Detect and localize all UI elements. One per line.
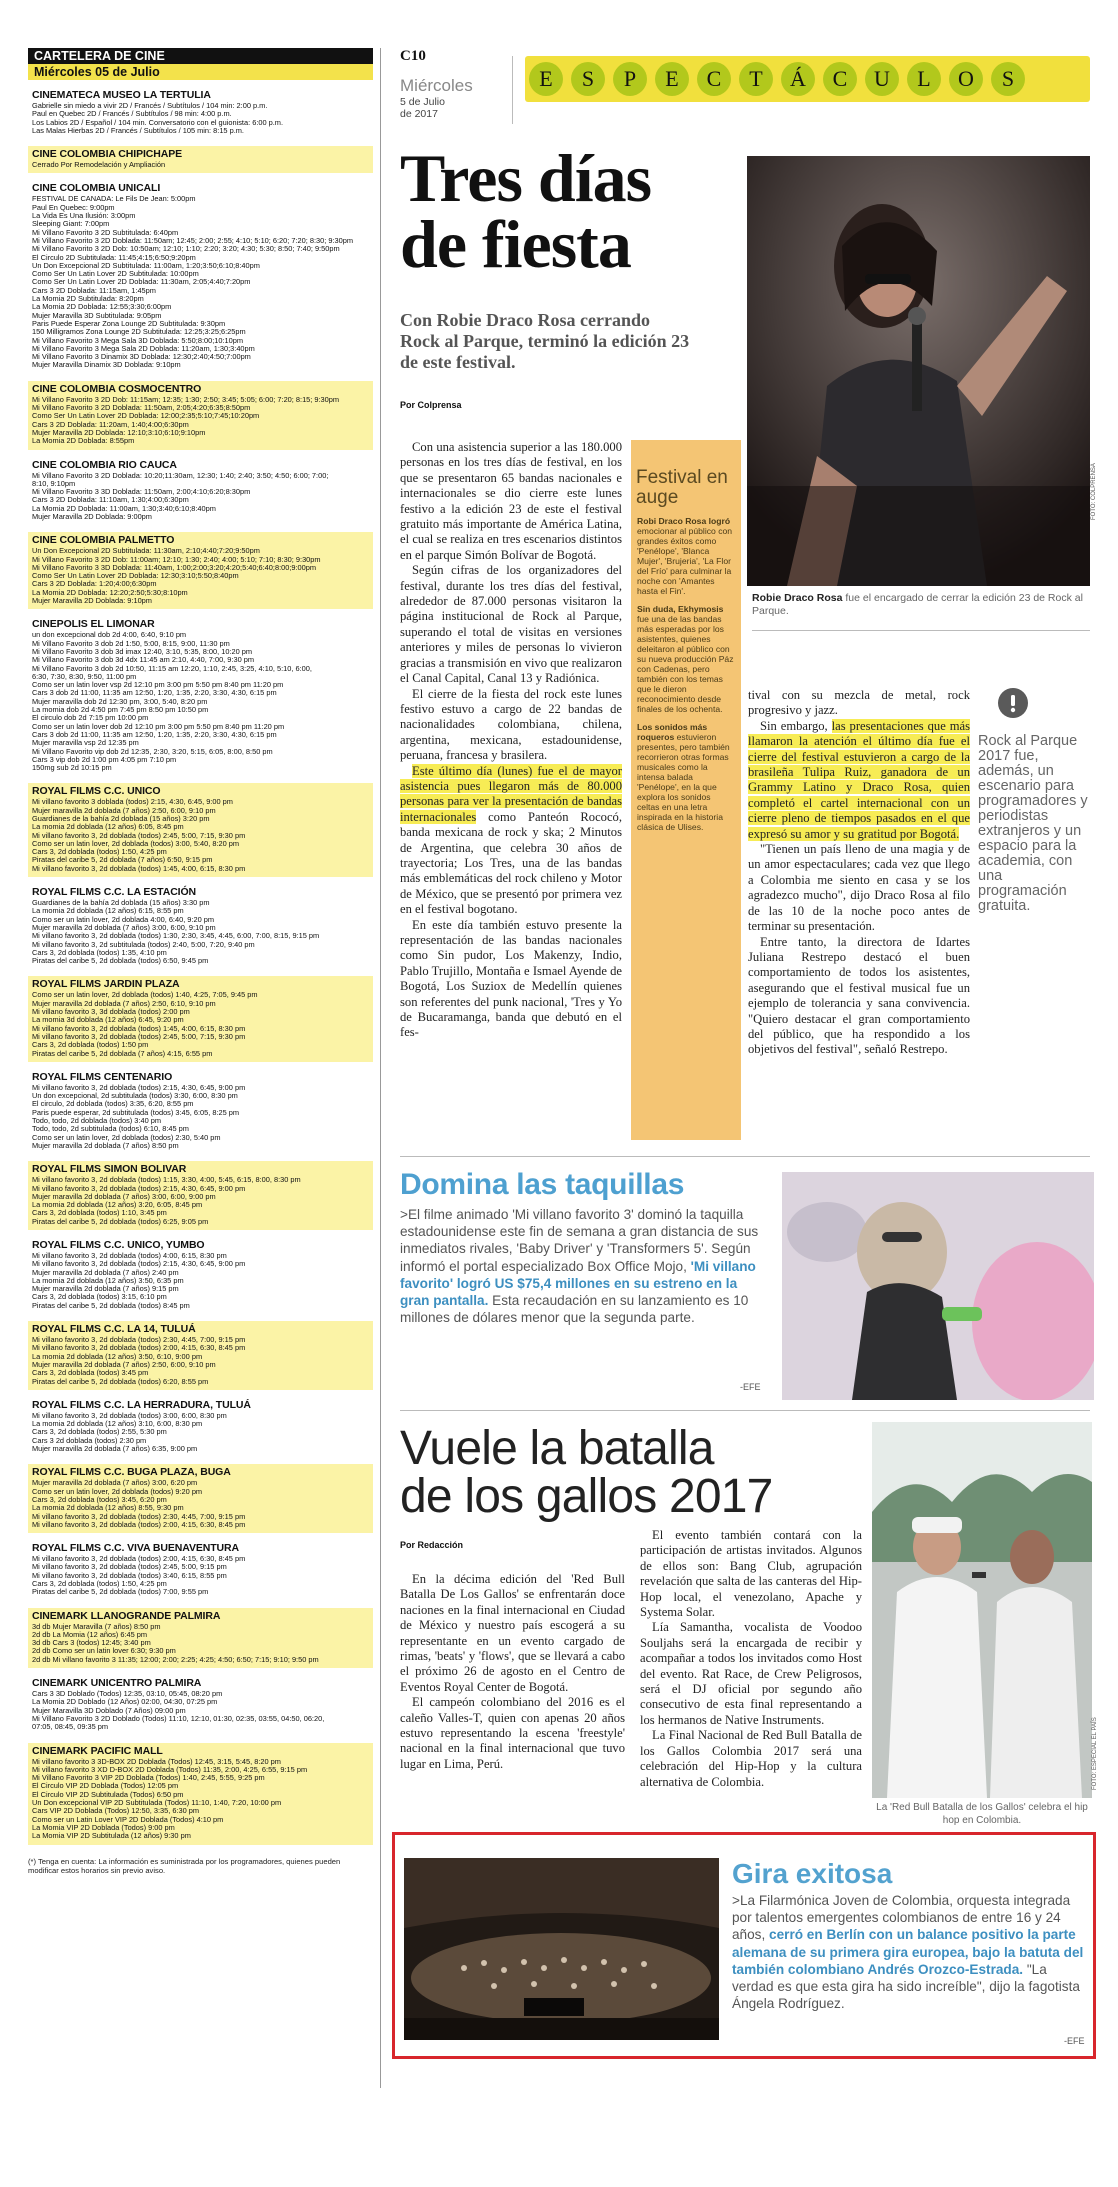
cinema-name: ROYAL FILMS C.C. VIVA BUENAVENTURA — [32, 1542, 240, 1555]
showtime-line: Piratas del caribe 5, 2d doblada (7 años) 4:15, 6:55 pm — [32, 1049, 213, 1058]
showtime-line: Mi Villano Favorito 3 dob 2d 1:50, 5:00, 8:15, 9:00, 11:30 pm — [32, 639, 230, 648]
showtime-line: Mujer maravilla 2d doblada (7 años) 2:50, 6:00, 9:10 pm — [32, 1360, 216, 1369]
showtime-line: Piratas del caribe 5, 2d doblada (7 años) 6:50, 9:15 pm — [32, 856, 213, 865]
showtime-line: La Momia 2D Subtitulada: 8:20pm — [32, 295, 144, 304]
showtime-line: Mi villano favorito 3, 2d doblada (todos) 3:00, 6:00, 8:30 pm — [32, 1411, 227, 1420]
showtime-line: Cerrado Por Remodelación y Ampliación — [32, 161, 166, 170]
showtime-line: Mujer maravilla 2d doblada (7 años) 2:50, 6:00, 9:10 pm — [32, 806, 216, 815]
showtime-line: Piratas del caribe 5, 2d doblada (todos) 7:00, 9:55 pm — [32, 1588, 209, 1597]
showtime-line: Paul en Quebec 2D / Francés / Subtítulos / 98 min: 4:00 p.m. — [32, 110, 232, 119]
showtime-line: El Circulo VIP 2D Subtitulada (Todos) 6:50 pm — [32, 1790, 184, 1799]
showtime-line: 3d db Cars 3 (todos) 12:45; 3:40 pm — [32, 1639, 151, 1648]
caption-rule — [752, 630, 1090, 631]
showtime-line: Como ser un latin lover, 2d doblada (todos) 9:20 pm — [32, 1487, 203, 1496]
showtime-line: FESTIVAL DE CANADA: Le Fils De Jean: 5:00pm — [32, 195, 196, 204]
section-letter: T — [739, 62, 773, 96]
showtime-line: Cars 3 dob 2d 11:00, 11:35 am 12:50, 1:20, 1:35, 2:20, 3:30, 4:30, 6:15 pm — [32, 689, 277, 698]
cinema-block — [28, 87, 373, 139]
showtime-line: La Momia 2D Doblada: 11:00am, 1:30;3:40;6:10;8:40pm — [32, 504, 216, 513]
festival-sidebar: Festival en auge Robi Draco Rosa logró emocionar al público con grandes éxitos como 'Penélope', 'Blanca Mujer', 'Brujeria', 'La Flor del Frío' para culminar la noche con 'Amantes hasta el Fin'. Sin duda, Ekhymosis fue una de las bandas más esperadas por los asistentes, quienes deleitaron al público con su nueva producción Páz con Cadenas, pero también con los temas que le dieron reconocimiento desde finales de los ochenta. Los sonidos más roqueros estuvieron presentes, pero también recorrieron otras formas musicales como la intensa balada 'Penélope', en la que explora los sonidos celtas en una letra inspirada en la historia clásica de Ulises. — [631, 440, 741, 1140]
cinema-name: ROYAL FILMS SIMON BOLIVAR — [32, 1163, 187, 1176]
showtime-line: Cars 3 2D Doblada: 11:20am, 1:40;4:00;6:30pm — [32, 420, 189, 429]
showtime-line: Mi villano favorito 3, 2d doblada (todos) 4:00, 6:15, 8:30 pm — [32, 1251, 227, 1260]
showtime-line: La momia dob 2d 4:50 pm 7:45 pm 8:50 pm 10:50 pm — [32, 706, 209, 715]
showtime-line: 2d db Mi villano favorito 3 11:35; 12:00; 2:00; 2:25; 4:25; 4:50; 6:50; 7:15; 9:10; 9:50 pm — [32, 1655, 319, 1664]
cinema-block — [28, 146, 373, 173]
showtime-line: Como ser un latin lover vsp 2d 12:10 pm 3:00 pm 5:50 pm 8:40 pm 11:20 pm — [32, 681, 284, 690]
article1-col3: tival con su mezcla de metal, rock progresivo y jazz. Sin embargo, las presentaciones que más llamaron la atención el último día fue el cierre del festival estuvieron a cargo de la brasileña Tulipa Ruiz, ganadora de un Grammy Latino y Draco Rosa, quien completó el cartel internacional con un cierre pleno de tiempos pasados en el que expresó su amor y su gratitud por Bogotá. "Tienen un país lleno de una magia y de un amor espectaculares; cada vez que llego a Colombia me siento en casa y se los agradezco mucho", dijo Draco Rosa al filo de las 10 de la noche poco antes de terminar su presentación. Entre tanto, la directora de Idartes Juliana Restrepo destacó el buen comportamiento de todos los asistentes, asegurando que el festival musical fue un ejemplo de tolerancia y sana convivencia. "Quiero destacar el gran comportamiento del público, que ha respondido a los objetivos del festival", señaló Restrepo. — [748, 688, 971, 1057]
showtime-line: Guardianes de la bahía 2d doblada (15 años) 3:30 pm — [32, 899, 210, 908]
cinema-name: CINE COLOMBIA RIO CAUCA — [32, 458, 177, 471]
showtime-line: La momia 3d doblada (12 años) 6:45, 9:20 pm — [32, 1016, 184, 1025]
pull-quote: Rock al Parque 2017 fue, además, un escenario para programadores y periodistas extranjeros y un espacio para la academia, con una programación gratuita. — [978, 733, 1088, 914]
showtime-line: 07:05, 08:45, 09:35 pm — [32, 1723, 109, 1732]
cinema-name: ROYAL FILMS CENTENARIO — [32, 1070, 173, 1083]
showtime-line: Cars 3, 2d doblada (todos) 1:50 pm — [32, 1041, 149, 1050]
showtime-line: Mujer Maravilla 2D Doblada: 9:00pm — [32, 512, 152, 521]
draco-rosa-photo — [747, 156, 1090, 586]
showtime-line: Mi Villano Favorito 3 2D Dob: 10:50am; 12:10; 1:10; 2:20; 3:20; 4:30; 5:30; 8:50; 7:40; 9:50pm — [32, 245, 340, 254]
section-letter: Á — [781, 62, 815, 96]
showtime-line: Mi Villano Favorito 3 Mega Sala 2D Doblada: 11:20am, 1:30;3:40pm — [32, 344, 255, 353]
showtime-line: Gabrielle sin miedo a vivir 2D / Francés / Subtítulos / 104 min: 2:00 p.m. — [32, 102, 268, 110]
cinema-block — [28, 1743, 373, 1845]
showtime-line: La Momia 2D Doblado (12 Años) 02:00, 04:30, 07:25 pm — [32, 1698, 218, 1707]
article4-text: >La Filarmónica Joven de Colombia, orquesta integrada por talentos emergentes colombianos de entre 16 y 24 años, cerró en Berlín con un balance positivo la parte alemana de su primera gira europea, bajo la batuta del también colombiano Andrés Orozco-Estrada. "La verdad es que esta gira ha sido increíble", dijo la fagotista Ángela Rodríguez. — [732, 1893, 1084, 2012]
showtime-line: Mi Villano Favorito vip dob 2d 12:35, 2:30, 3:20, 5:15, 6:05, 8:00, 8:50 pm — [32, 747, 273, 756]
article4-source: -EFE — [1064, 2036, 1085, 2046]
showtime-line: Un Don excepcional VIP 2D Subtitulada (Todos) 11:10, 1:40, 7:20, 10:00 pm — [32, 1799, 282, 1808]
showtime-line: Cars 3, 2d doblada (todos) 1:50, 4:25 pm — [32, 848, 167, 857]
header-date: 5 de Julio — [400, 96, 445, 108]
photo1-credit: FOTO: COLPRENSA — [1091, 463, 1097, 520]
showtime-line: La momia 2d doblada (12 años) 3:10, 6:00, 8:30 pm — [32, 1420, 203, 1429]
section-rule — [400, 1156, 1090, 1157]
showtime-line: Mi villano favorito 3 3D-BOX 2D Doblada (Todos) 12:45, 3:15, 5:45, 8:20 pm — [32, 1757, 281, 1766]
showtime-line: Cars 3, 2d doblada (todos) 1:35, 4:10 pm — [32, 948, 167, 957]
section-letter: O — [949, 62, 983, 96]
cinema-block — [28, 1464, 373, 1533]
cartelera-column — [28, 48, 373, 2088]
showtime-line: Mujer Maravilla 2D Doblada: 9:10pm — [32, 597, 152, 606]
photo3-credit: FOTO: ESPECIAL EL PAÍS — [1092, 1717, 1098, 1790]
showtime-line: Cars 3 2D Doblada: 11:10am, 1:30;4:00;6:30pm — [32, 496, 189, 505]
cinema-block — [28, 1675, 373, 1735]
column-divider — [380, 48, 381, 2088]
showtime-line: Los Labios 2D / Español / 104 min. Conversatorio con el guionista: 6:00 p.m. — [32, 118, 284, 127]
showtime-line: un don excepcional dob 2d 4:00, 6:40, 9:10 pm — [32, 631, 187, 640]
showtime-line: Mi villano favorito 3, 2d doblada (todos) 2:45, 5:00, 9:15 pm — [32, 1563, 227, 1572]
showtime-line: 150mg sub 2d 10:15 pm — [32, 764, 112, 773]
showtime-line: Mi Villano Favorito 3 2D Subtitulada: 6:40pm — [32, 228, 179, 237]
showtime-line: La Momia VIP 2D Subtitulada (12 años) 9:30 pm — [32, 1832, 191, 1841]
showtime-line: Guardianes de la bahía 2d doblada (15 años) 3:20 pm — [32, 815, 210, 823]
cinema-name: ROYAL FILMS C.C. LA 14, TULUÁ — [32, 1323, 196, 1336]
showtime-line: Mi villano favorito 3, 2d doblada (todos) 2:45, 5:00, 7:15, 9:30 pm — [32, 831, 246, 840]
article2-headline: Domina las taquillas — [400, 1168, 685, 1201]
cinema-block — [28, 532, 373, 609]
showtime-line: Mi villano favorito 3, 2d doblada (todos) 3:40, 6:15, 8:55 pm — [32, 1571, 227, 1580]
showtime-line: La Momia 2D Doblada: 12:55;3:30;6:00pm — [32, 303, 172, 312]
section-letter: E — [529, 62, 563, 96]
orchestra-photo — [404, 1858, 719, 2040]
cinema-name: ROYAL FILMS JARDIN PLAZA — [32, 978, 180, 991]
showtime-line: Un Don Excepcional 2D Subtitulada: 11:00am, 1:20;3:50;6:10;8:40pm — [32, 261, 260, 270]
showtime-line: Como ser un latin lover dob 2d 12:10 pm 3:00 pm 5:50 pm 8:40 pm 11:20 pm — [32, 722, 285, 731]
showtime-line: Mi villano favorito 3, 3d doblada (todos) 2:00 pm — [32, 1008, 190, 1017]
showtime-line: 2d db La Momia (12 años) 6:45 pm — [32, 1630, 148, 1639]
showtime-line: Piratas del caribe 5, 2d doblada (todos) 6:25, 9:05 pm — [32, 1217, 209, 1226]
showtime-line: 3d db Mujer Maravilla (7 años) 8:50 pm — [32, 1622, 161, 1631]
showtime-line: Paris puede esperar, 2d subtitulada (todos) 3:45, 6:05, 8:25 pm — [32, 1108, 240, 1117]
showtime-line: Mujer maravilla 2d doblada (7 años) 6:35, 9:00 pm — [32, 1445, 198, 1454]
showtime-line: Mi villano favorito 3, 2d doblada (todos) 1:45, 4:00, 6:15, 8:30 pm — [32, 864, 246, 873]
section-letter: S — [571, 62, 605, 96]
cinema-block — [28, 1237, 373, 1314]
cartelera-date: Miércoles 05 de Julio — [28, 64, 373, 80]
showtime-line: Mujer maravilla 2d doblada (7 años) 2:50, 6:10, 9:10 pm — [32, 999, 216, 1008]
cinema-name: CINEMARK PACIFIC MALL — [32, 1744, 163, 1757]
showtime-line: Cars 3 vip dob 2d 1:00 pm 4:05 pm 7:10 pm — [32, 755, 177, 764]
cinema-name: CINEMARK LLANOGRANDE PALMIRA — [32, 1609, 221, 1622]
showtime-line: Como ser un latin lover, 2d doblada 4:00, 6:40, 9:20 pm — [32, 915, 215, 924]
showtime-line: Mi Villano Favorito 3 2D Doblada: 11:50am; 12:45; 2:00; 2:55; 4:10; 5:10; 6:20; 7:20; 8:30; 9:30pm — [32, 236, 354, 245]
showtime-line: 8:10, 9:10pm — [32, 479, 76, 488]
showtime-line: Mi Villano Favorito 3 dob 2d 10:50, 11:15 am 12:20, 1:10, 2:45, 3:25, 4:10, 5:10, 6:00, — [32, 664, 312, 673]
showtime-line: Mi villano favorito 3, 2d doblada (todos) 1:45, 4:00, 6:15, 8:30 pm — [32, 1024, 246, 1033]
showtime-line: Mi Villano Favorito 3 dob 3d imax 12:40, 3:10, 5:35, 8:00, 10:20 pm — [32, 647, 253, 656]
showtime-line: Como ser un latin lover, 2d doblada (todos) 1:40, 4:25, 7:05, 9:45 pm — [32, 991, 258, 1000]
header-divider — [512, 56, 513, 124]
cinema-name: CINE COLOMBIA COSMOCENTRO — [32, 382, 202, 395]
showtime-line: Mi villano favorito 3, 2d doblada (todos) 2:00, 4:15, 6:30, 8:45 pm — [32, 1520, 246, 1529]
gru-photo — [782, 1172, 1094, 1400]
showtime-line: Mujer Maravilla 3D Subtitulada: 9:05pm — [32, 311, 162, 320]
showtime-line: Mi villano favorito 3, 2d doblada (todos) 1:15, 3:30, 4:00, 5:45, 6:15, 8:00, 8:30 pm — [32, 1176, 301, 1185]
showtime-line: Mi Villano Favorito 3 2D Doblado (Todos) 11:10, 12:10, 01:30, 02:35, 03:55, 04:50, 06:20, — [32, 1714, 325, 1723]
showtime-line: Mi Villano Favorito 3 3D Doblada: 11:50am, 2:00;4:10;6:20;8:30pm — [32, 488, 251, 497]
showtime-line: Mi villano favorito 3, 2d subtitulada (todos) 2:40, 5:00, 7:20, 9:40 pm — [32, 940, 255, 949]
showtime-line: Cars 3, 2d doblada (todos) 3:15, 6:10 pm — [32, 1293, 167, 1302]
showtime-line: Como Ser Un Latin Lover 2D Doblada: 11:30am, 2:05;4:40;7:20pm — [32, 278, 251, 287]
showtime-line: Mi Villano Favorito 3 Dinamix 3D Doblada: 12:30;2:40;4:50;7:00pm — [32, 353, 251, 362]
showtime-line: Un Don Excepcional 2D Subtitulada: 11:30am, 2:10;4:40;7:20;9:50pm — [32, 547, 260, 556]
showtime-line: Mujer maravilla 2d doblada (7 años) 8:50 pm — [32, 1141, 179, 1150]
article3-col1: En la décima edición del 'Red Bull Batalla De Los Gallos' se enfrentarán doce naciones en la final internacional en Ciudad de México y nuestro país escogerá a su representante en un evento cargado de rimas, 'beats' y 'flows', que se llevará a cabo el próximo 26 de agosto en el Centro de Eventos Royal Center de Bogotá. El campeón colombiano del 2016 es el caleño Valles-T, quien con apenas 20 años estuvo representando la escena 'freestyle' nacional en la final internacional que tuvo lugar en Lima, Perú. — [400, 1572, 625, 1771]
batalla-gallos-photo — [872, 1422, 1092, 1798]
showtime-line: Mujer maravilla 2d doblada (7 años) 9:15 pm — [32, 1285, 179, 1294]
showtime-line: Mi villano favorito 3, 2d doblada (todos) 2:00, 4:15, 6:30, 8:45 pm — [32, 1344, 246, 1353]
cartelera-note: (*) Tenga en cuenta: La información es suministrada por los programadores, quienes pueden modificar estos horarios sin previo aviso. — [28, 1856, 341, 1875]
showtime-line: Mi Villano Favorito 3 dob 3d 4dx 11:45 am 2:10, 4:40, 7:00, 9:30 pm — [32, 656, 254, 665]
cinema-block — [28, 1161, 373, 1230]
showtime-line: Como ser un latin lover, 2d doblada (todos) 3:00, 5:40, 8:20 pm — [32, 839, 240, 848]
showtime-line: Mujer Maravilla Dinamix 3D Doblada: 9:10pm — [32, 361, 181, 370]
showtime-line: 2d db Como ser un latin lover 6:30; 9:30 pm — [32, 1647, 176, 1656]
showtime-line: El Circulo VIP 2D Doblada (Todos) 12:05 pm — [32, 1782, 179, 1791]
cinema-block — [28, 180, 373, 373]
showtime-line: La Momia VIP 2D Doblada (Todos) 9:00 pm — [32, 1823, 175, 1832]
cinema-name: CINEMATECA MUSEO LA TERTULIA — [32, 89, 211, 101]
photo1-caption: Robie Draco Rosa fue el encargado de cerrar la edición 23 de Rock al Parque. — [752, 592, 1083, 617]
section-letter: C — [697, 62, 731, 96]
showtime-line: Cars VIP 2D Doblada (Todos) 12:50, 3:35, 6:30 pm — [32, 1807, 200, 1816]
article3-byline: Por Redacción — [400, 1540, 464, 1550]
showtime-line: Mi villano favorito 3, 2d doblada (todos) 2:45, 5:00, 7:15, 9:30 pm — [32, 1032, 246, 1041]
section-letter: C — [823, 62, 857, 96]
cinema-block — [28, 884, 373, 969]
showtime-line: Cars 3, 2d doblada (todos) 3:45 pm — [32, 1369, 149, 1378]
showtime-line: Como Ser Un Latin Lover 2D Subtitulada: 10:00pm — [32, 270, 199, 279]
header-year: de 2017 — [400, 108, 438, 120]
showtime-line: Mi Villano Favorito 3 VIP 2D Doblada (Todos) 1:40, 2:45, 5:55, 9:25 pm — [32, 1774, 265, 1783]
showtime-line: Cars 3, 2d doblada (todos) 1:50, 4:25 pm — [32, 1580, 167, 1588]
cinema-name: CINE COLOMBIA CHIPICHAPE — [32, 148, 183, 161]
header-day: Miércoles — [400, 76, 473, 95]
showtime-line: Como Ser Un Latin Lover 2D Doblada: 12:00;2:35;5:10;7:45;10:20pm — [32, 412, 260, 421]
cinema-block — [28, 381, 373, 450]
showtime-line: Mi villano favorito 3 XD D-BOX 2D Doblada (Todos) 11:35, 2:00, 4:25, 6:55, 9:15 pm — [32, 1765, 308, 1774]
showtime-line: Cars 3, 2d doblada (todos) 1:10, 3:45 pm — [32, 1209, 167, 1218]
showtime-line: Cars 3, 2d doblada (todos) 2:55, 5:30 pm — [32, 1428, 167, 1437]
article3-col2: El evento también contará con la participación de artistas invitados. Algunos de ellos son: Bang Club, agrupación revelación que salta de las canteras del Hip-Hop local, el venezolano, Apache y Systema Solar. Lía Samantha, vocalista de Voodoo Souljahs será la encargada de recibir y acompañar a todos los invitados como Host del evento. Rat Race, de Crew Peligrosos, será el DJ oficial por segundo año consecutivo de esta final representando a los hermanos de Native Instruments. La Final Nacional de Red Bull Batalla de los Gallos Colombia 2017 será una celebración del Hip-Hop y la cultura alternativa de Colombia. — [640, 1528, 862, 1789]
showtime-line: Mujer maravilla vsp 2d 12:35 pm — [32, 739, 139, 748]
cinema-block — [28, 457, 373, 526]
showtime-line: Piratas del caribe 5, 2d doblada (todos) 6:20, 8:55 pm — [32, 1377, 209, 1386]
showtime-line: Cars 3, 2d doblada (todos) 3:45, 6:20 pm — [32, 1495, 167, 1504]
showtime-line: Mi villano favorito 3, 2d doblada (todos) 2:30, 4:45, 7:00, 9:15 pm — [32, 1336, 246, 1345]
showtime-line: La momia 2d doblada (12 años) 6:05, 8:45 pm — [32, 823, 184, 832]
article3-headline: Vuele la batalla de los gallos 2017 — [400, 1422, 773, 1523]
page-number: C10 — [400, 48, 426, 64]
showtime-line: Mujer Maravilla 2D Doblada: 12:10;3:10;6:10;9:10pm — [32, 428, 206, 437]
showtime-line: El circulo dob 2d 7:15 pm 10:00 pm — [32, 714, 149, 723]
showtime-line: Cars 3 2D Doblada: 1:20;4:00;6:30pm — [32, 580, 157, 589]
showtime-line: Mujer maravilla 2d doblada (7 años) 2:40 pm — [32, 1268, 179, 1277]
showtime-line: Como ser un latin lover, 2d doblada (todos) 2:30, 5:40 pm — [32, 1133, 221, 1142]
cinema-block — [28, 1321, 373, 1390]
showtime-line: Como ser un Latin Lover VIP 2D Doblada (Todos) 4:10 pm — [32, 1815, 224, 1824]
cinema-name: CINE COLOMBIA PALMETTO — [32, 534, 175, 547]
cinema-name: ROYAL FILMS C.C. BUGA PLAZA, BUGA — [32, 1466, 231, 1479]
showtime-line: La Vida Es Una Ilusión: 3:00pm — [32, 212, 136, 221]
showtime-line: Todo, todo, 2d subtitulada (todos) 6:10, 8:45 pm — [32, 1125, 189, 1134]
showtime-line: Cars 3 2D Doblada: 11:15am, 1:45pm — [32, 286, 156, 295]
showtime-line: Mi Villano Favorito 3 2D Dob: 11:15am; 12:35; 1:30; 2:50; 3:45; 5:05; 6:00; 7:20; 8:15; 9:30pm — [32, 395, 340, 404]
cinema-block — [28, 616, 373, 776]
sidebar-title: Festival en auge — [636, 467, 728, 508]
showtime-line: Mi villano favorito 3, 2d doblada (todos) 2:00, 4:15, 6:30, 8:45 pm — [32, 1555, 246, 1564]
article2-text: >El filme animado 'Mi villano favorito 3' dominó la taquilla estadounidense este fin de semana a gran distancia de sus inmediatos rivales, 'Baby Driver' y 'Transformers 5'. Según informó el portal especializado Box Office Mojo, 'Mi villano favorito' logró US $75,4 millones en su estreno en la gran pantalla. Esta recaudación en su lanzamiento es 10 millones de dólares menor que la segunda parte. — [400, 1207, 759, 1326]
showtime-line: Como Ser Un Latin Lover 2D Doblada: 12:30;3:10;5:50;8:40pm — [32, 572, 239, 581]
showtime-line: Mi Villano Favorito 3 3D Doblada: 11:40am, 1:00;2:00;3:20;4:20;5:40;6:40;8:00;9:00pm — [32, 563, 317, 572]
cinema-name: ROYAL FILMS C.C. LA HERRADURA, TULUÁ — [32, 1398, 251, 1411]
showtime-line: Mujer maravilla 2d doblada (7 años) 3:00, 6:20 pm — [32, 1479, 198, 1488]
showtime-line: Mi Villano Favorito 3 2D Dob: 11:00am; 12:10; 1:30; 2:40; 4:00; 5:10; 7:10; 8:30; 9:30pm — [32, 555, 321, 564]
article1-byline: Por Colprensa — [400, 400, 462, 410]
showtime-line: Mi villano favorito 3, 2d doblada (todos) 1:30, 2:30, 3:45, 4:45, 6:00, 7:00, 8:15, 9:15 pm — [32, 932, 320, 941]
cinema-block — [28, 1069, 373, 1154]
section-letter: E — [655, 62, 689, 96]
showtime-line: El Circulo 2D Subtitulada: 11:45;4:15;6:50;9:20pm — [32, 253, 196, 262]
showtime-line: La Momia 2D Doblada: 12:20;2:50;5:30;8:10pm — [32, 588, 188, 597]
showtime-line: Mujer maravilla 2d doblada (7 años) 3:00, 6:00, 9:00 pm — [32, 1192, 216, 1201]
showtime-line: La momia 2d doblada (12 años) 3:50, 6:35 pm — [32, 1276, 184, 1285]
section-rule-2 — [400, 1410, 1090, 1411]
cinema-block — [28, 1397, 373, 1457]
showtime-line: La momia 2d doblada (12 años) 8:55, 9:30 pm — [32, 1504, 184, 1513]
showtime-line: Piratas del caribe 5, 2d doblada (todos) 6:50, 9:45 pm — [32, 957, 209, 966]
showtime-line: Un don excepcional, 2d subtitulada (todos) 3:30, 6:00, 8:30 pm — [32, 1092, 238, 1101]
cinema-name: CINEPOLIS EL LIMONAR — [32, 618, 155, 631]
showtime-line: Paris Puede Esperar Zona Lounge 2D Subtitulada: 9:30pm — [32, 319, 226, 328]
cinema-name: ROYAL FILMS C.C. UNICO — [32, 785, 161, 798]
section-title-band — [525, 56, 1090, 102]
showtime-line: Mi villano favorito 3, 2d doblada (todos) 2:30, 4:45, 7:00, 9:15 pm — [32, 1512, 246, 1521]
cinema-block — [28, 1540, 373, 1600]
showtime-line: Cars 3 3D Doblado (Todos) 12:35, 03:10, 05:45, 08:20 pm — [32, 1690, 223, 1699]
cinema-block — [28, 1608, 373, 1668]
showtime-line: 6:30, 7:30, 8:30, 9:50, 11:00 pm — [32, 672, 137, 681]
showtime-line: 150 Milligramos Zona Lounge 2D Subtitulada: 12:25;3:25;6:25pm — [32, 328, 246, 337]
article1-headline: Tres días de fiesta — [400, 140, 652, 282]
quote-icon — [998, 688, 1028, 718]
showtime-line: Mi villano favorito 3 doblada (todos) 2:15, 4:30, 6:45, 9:00 pm — [32, 798, 233, 807]
showtime-line: Sleeping Giant: 7:00pm — [32, 220, 110, 229]
showtime-line: Mi Villano Favorito 3 Mega Sala 3D Doblada: 5:50;8:00;10:10pm — [32, 336, 244, 345]
showtime-line: Mi villano favorito 3, 2d doblada (todos) 2:15, 4:30, 6:45, 9:00 pm — [32, 1083, 246, 1092]
showtime-line: Mujer maravilla dob 2d 12:30 pm, 3:00, 5:40, 8:20 pm — [32, 697, 208, 706]
showtime-line: Todo, todo, 2d doblada (todos) 3:40 pm — [32, 1117, 162, 1126]
cinema-name: ROYAL FILMS C.C. LA ESTACIÓN — [32, 886, 197, 899]
photo3-caption: La 'Red Bull Batalla de los Gallos' celebra el hip hop en Colombia. — [876, 1802, 1088, 1826]
cinema-name: CINE COLOMBIA UNICALI — [32, 182, 161, 195]
showtime-line: Mi Villano Favorito 3 2D Doblada: 10:20;11:30am, 12:30; 1:40; 2:40; 3:50; 4:50; 6:00; 7:00; — [32, 471, 329, 480]
cinema-block — [28, 783, 373, 877]
article4-headline: Gira exitosa — [732, 1858, 893, 1889]
section-letter: S — [991, 62, 1025, 96]
section-letter: U — [865, 62, 899, 96]
showtime-line: Mi villano favorito 3, 2d doblada (todos) 2:15, 4:30, 6:45, 9:00 pm — [32, 1260, 246, 1269]
section-letter: P — [613, 62, 647, 96]
showtime-line: Las Malas Hierbas 2D / Francés / Subtítulos / 105 min: 8:15 p.m. — [32, 126, 244, 135]
showtime-line: Piratas del caribe 5, 2d doblada (todos) 8:45 pm — [32, 1301, 190, 1310]
showtime-line: La momia 2d doblada (12 años) 3:20, 6:05, 8:45 pm — [32, 1201, 203, 1210]
cinema-list — [28, 87, 373, 1845]
showtime-line: Mi Villano Favorito 3 2D Doblada: 11:50am, 2:05;4:20;6:35;8:50pm — [32, 404, 251, 413]
showtime-line: Mujer Maravilla 3D Doblado (7 Años) 09:00 pm — [32, 1706, 186, 1715]
showtime-line: La Momia 2D Doblada: 8:55pm — [32, 437, 135, 446]
showtime-line: La momia 2d doblada (12 años) 3:50, 6:10, 9:00 pm — [32, 1352, 203, 1361]
article1-dek: Con Robie Draco Rosa cerrando Rock al Parque, terminó la edición 23 de este festival. — [400, 310, 690, 372]
showtime-line: Cars 3 dob 2d 11:00, 11:35 am 12:50, 1:20, 1:35, 2:20, 3:30, 4:30, 6:15 pm — [32, 730, 277, 739]
showtime-line: La momia 2d doblada (12 años) 6:15, 8:55 pm — [32, 907, 184, 916]
section-letter: L — [907, 62, 941, 96]
showtime-line: Paul En Quebec: 9:00pm — [32, 203, 115, 212]
article2-source: -EFE — [740, 1382, 761, 1392]
showtime-line: Cars 3 2d doblada (todos) 2:30 pm — [32, 1436, 147, 1445]
cinema-block — [28, 976, 373, 1061]
showtime-line: El circulo, 2d doblada (todos) 3:35, 6:20, 8:55 pm — [32, 1100, 194, 1109]
cinema-name: ROYAL FILMS C.C. UNICO, YUMBO — [32, 1238, 205, 1251]
showtime-line: Mi villano favorito 3, 2d doblada (todos) 2:15, 4:30, 6:45, 9:00 pm — [32, 1184, 246, 1193]
article1-col1: Con una asistencia superior a las 180.000 personas en los tres días de festival, en los que se presentaron 65 bandas nacionales e internacionales se dio cierre este lunes festivo a la edición 23 de este el festival gratuito más importante de América Latina, el cual se realiza en tres escenarios distintos en el parque Simón Bolívar de Bogotá. Según cifras de los organizadores del festival, durante los tres días del festival, alrededor de 87.000 personas visitaron la página institucional de Rock al Parque, superando el total de visitas en versiones anteriores y miles de personas lo vivieron gracias a transmisión en vivo que realizaron el Canal Capital, Canal 13 y Radiónica. El cierre de la fiesta del rock este lunes festivo estuvo a cargo de 22 bandas de nacionalidades colombiana, chilena, argentina, mexicana, estadounidense, peruana, francesa y brasilera. Este último día (lunes) fue el de mayor asistencia pues llegaron más de 80.000 personas para ver la presentación de bandas internacionales como Panteón Rococó, banda mexicana de rock y ska; 2 Minutos de Argentina, que celebra 30 años de trayectoria; Los Tres, una de las bandas más emblemáticas del rock chileno y Motor de México, que se presentó por primera vez en el festival bogotano. En este día también estuvo presente la representación de las bandas nacionales como Sin pudor, Los Makenzy, Indio, Pablo Trujillo, Montaña e Ismael Ayende de Bogotá, Los Suziox de Medellín quienes son referentes del punk nacional, 'Tres y Yo de Bucaramanga, banda que debutó en el fes- — [400, 440, 622, 1040]
cartelera-header: CARTELERA DE CINE — [28, 48, 373, 64]
cinema-name: CINEMARK UNICENTRO PALMIRA — [32, 1677, 202, 1690]
showtime-line: Mujer maravilla 2d doblada (7 años) 3:00, 6:00, 9:10 pm — [32, 923, 216, 932]
